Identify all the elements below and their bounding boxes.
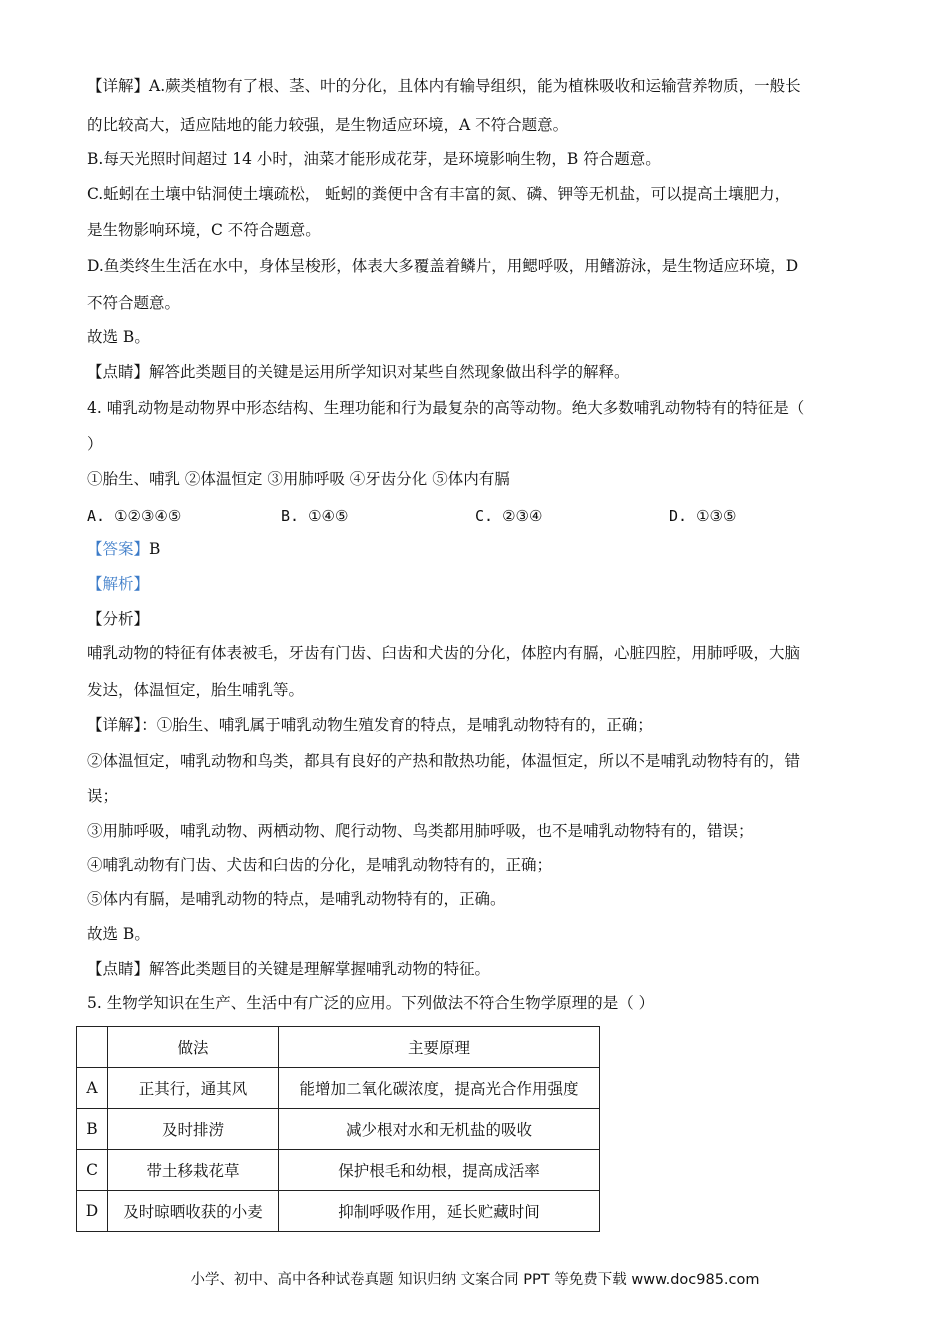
text-line: 故选 B。 bbox=[87, 328, 150, 346]
option-a: A. ①②③④⑤ bbox=[87, 507, 182, 525]
table-row bbox=[77, 1068, 600, 1109]
text-line: 【点睛】解答此类题目的关键是运用所学知识对某些自然现象做出科学的解释。 bbox=[87, 363, 630, 381]
question-4-stem: 4. 哺乳动物是动物界中形态结构、生理功能和行为最复杂的高等动物。绝大多数哺乳动物特有的特征是（ bbox=[87, 399, 805, 417]
text-line: 发达，体温恒定，胎生哺乳等。 bbox=[87, 681, 305, 699]
table-cell: 正其行，通其风 bbox=[108, 1068, 279, 1109]
answer-line bbox=[87, 539, 160, 559]
text-line: 的比较高大，适应陆地的能力较强，是生物适应环境，A 不符合题意。 bbox=[87, 116, 569, 134]
text-line: ⑤体内有膈，是哺乳动物的特点，是哺乳动物特有的，正确。 bbox=[87, 890, 506, 908]
text-line: ③用肺呼吸，哺乳动物、两栖动物、爬行动物、鸟类都用肺呼吸，也不是哺乳动物特有的，错误； bbox=[87, 822, 754, 840]
table-cell: D bbox=[77, 1191, 108, 1232]
table-cell: 及时晾晒收获的小麦 bbox=[108, 1191, 279, 1232]
text-line: 故选 B。 bbox=[87, 925, 150, 943]
table-header-cell bbox=[77, 1027, 108, 1068]
table-cell: 抑制呼吸作用，延长贮藏时间 bbox=[279, 1191, 600, 1232]
option-d: D. ①③⑤ bbox=[669, 507, 737, 525]
text-line: ④哺乳动物有门齿、犬齿和臼齿的分化，是哺乳动物特有的，正确； bbox=[87, 856, 553, 874]
table-cell: 减少根对水和无机盐的吸收 bbox=[279, 1109, 600, 1150]
table-cell: 带土移栽花草 bbox=[108, 1150, 279, 1191]
table-row bbox=[77, 1150, 600, 1191]
page-footer: 小学、初中、高中各种试卷真题 知识归纳 文案合同 PPT 等免费下载 www.doc985.com bbox=[190, 1272, 760, 1288]
table-row bbox=[77, 1191, 600, 1232]
question-4-items: ①胎生、哺乳 ②体温恒定 ③用肺呼吸 ④牙齿分化 ⑤体内有膈 bbox=[87, 470, 510, 488]
table-header-cell: 主要原理 bbox=[279, 1027, 600, 1068]
answer-value: B bbox=[149, 540, 161, 558]
text-line: C.蚯蚓在土壤中钻洞使土壤疏松， 蚯蚓的粪便中含有丰富的氮、磷、钾等无机盐，可以提高土壤肥力， bbox=[87, 185, 791, 203]
table-cell: C bbox=[77, 1150, 108, 1191]
table-header-row bbox=[77, 1027, 600, 1068]
text-line: 【点睛】解答此类题目的关键是理解掌握哺乳动物的特征。 bbox=[87, 960, 491, 978]
option-c: C. ②③④ bbox=[475, 507, 543, 525]
text-line: 是生物影响环境，C 不符合题意。 bbox=[87, 221, 321, 239]
analysis-label: 【解析】 bbox=[87, 575, 150, 593]
table-row bbox=[77, 1109, 600, 1150]
text-line: ） bbox=[87, 435, 103, 453]
answer-label: 【答案】 bbox=[87, 540, 150, 558]
text-line: 不符合题意。 bbox=[87, 294, 181, 312]
table-cell: 及时排涝 bbox=[108, 1109, 279, 1150]
text-line: D.鱼类终生生活在水中，身体呈梭形，体表大多覆盖着鳞片，用鳃呼吸，用鳍游泳，是生物适应环境，D bbox=[87, 257, 799, 275]
table-header-cell: 做法 bbox=[108, 1027, 279, 1068]
text-line: 误； bbox=[87, 787, 119, 805]
table-cell: 能增加二氧化碳浓度，提高光合作用强度 bbox=[279, 1068, 600, 1109]
text-line: 哺乳动物的特征有体表被毛，牙齿有门齿、臼齿和犬齿的分化，体腔内有膈，心脏四腔，用肺呼吸，大脑 bbox=[87, 644, 801, 662]
text-line: 【详解】A.蕨类植物有了根、茎、叶的分化，且体内有输导组织，能为植株吸收和运输营养物质，一般长 bbox=[87, 77, 801, 95]
text-line: 【分析】 bbox=[87, 610, 150, 628]
option-b: B. ①④⑤ bbox=[281, 507, 349, 525]
text-line: 【详解】：①胎生、哺乳属于哺乳动物生殖发育的特点，是哺乳动物特有的，正确； bbox=[87, 716, 653, 734]
question-5-stem: 5. 生物学知识在生产、生活中有广泛的应用。下列做法不符合生物学原理的是（ ） bbox=[87, 994, 655, 1012]
question-5-table bbox=[76, 1026, 600, 1232]
text-line: ②体温恒定，哺乳动物和鸟类，都具有良好的产热和散热功能，体温恒定，所以不是哺乳动物特有的，错 bbox=[87, 752, 801, 770]
table-cell: B bbox=[77, 1109, 108, 1150]
text-line: B.每天光照时间超过 14 小时，油菜才能形成花芽，是环境影响生物，B 符合题意。 bbox=[87, 150, 661, 168]
table-cell: A bbox=[77, 1068, 108, 1109]
table-cell: 保护根毛和幼根，提高成活率 bbox=[279, 1150, 600, 1191]
